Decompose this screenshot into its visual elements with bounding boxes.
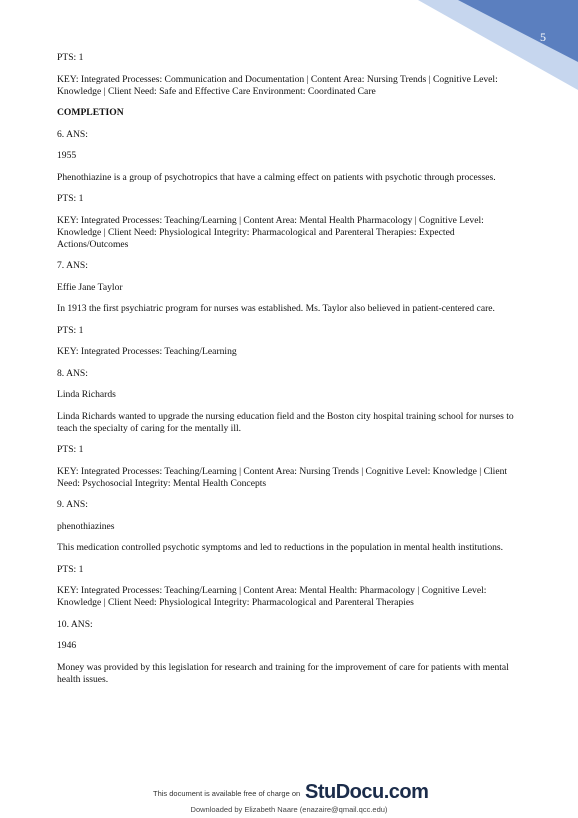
document-paragraph: PTS: 1 xyxy=(57,324,84,336)
document-paragraph: 7. ANS: xyxy=(57,260,88,271)
document-paragraph: 8. ANS: xyxy=(57,367,88,379)
document-paragraph: 10. ANS: xyxy=(57,618,93,630)
brand-suffix: .com xyxy=(383,781,429,803)
document-paragraph: Linda Richards xyxy=(57,389,116,400)
document-paragraph: KEY: Integrated Processes: Teaching/Learning | Content Area: Mental Health: Pharmacology | Cognitive Level: Knowledge | Client Need: Physiological Integrity: Pharmacological and Parenteral Therapies xyxy=(57,585,487,608)
section-heading: COMPLETION xyxy=(57,107,124,118)
document-paragraph: 9. ANS: xyxy=(57,499,88,510)
document-paragraph: PTS: 1 xyxy=(57,563,84,575)
document-paragraph: KEY: Integrated Processes: Teaching/Learning | Content Area: Nursing Trends | Cognitive Level: Knowledge | Client Need: Psychosocial Integrity: Mental Health Concepts xyxy=(57,465,508,489)
document-paragraph: This medication controlled psychotic symptoms and led to reductions in the population in mental health institutions. xyxy=(57,542,504,553)
document-paragraph: 1946 xyxy=(57,640,77,651)
document-paragraph: 6. ANS: xyxy=(57,128,88,140)
document-paragraph: 1955 xyxy=(57,150,77,161)
document-paragraph: Phenothiazine is a group of psychotropics that have a calming effect on patients with psychotic through processes. xyxy=(57,171,496,183)
page-footer xyxy=(0,780,578,818)
document-paragraph: KEY: Integrated Processes: Communication and Documentation | Content Area: Nursing Trends | Cognitive Level: Knowledge | Client Need: Safe and Effective Care Environment: Coordinated Care xyxy=(57,73,498,97)
document-paragraph: In 1913 the first psychiatric program for nurses was established. Ms. Taylor also believed in patient-centered care. xyxy=(57,303,495,314)
page-number: 5 xyxy=(540,30,546,44)
document-paragraph: PTS: 1 xyxy=(57,444,84,455)
document-paragraph: phenothiazines xyxy=(57,520,115,532)
document-paragraph: PTS: 1 xyxy=(57,193,84,204)
document-paragraph: KEY: Integrated Processes: Teaching/Learning xyxy=(57,346,237,357)
availability-notice: This document is available free of charge on xyxy=(153,789,301,798)
document-paragraph: KEY: Integrated Processes: Teaching/Learning | Content Area: Mental Health Pharmacology | Cognitive Level: Knowledge | Client Need: Physiological Integrity: Pharmacological and Parenteral Therapies: Expected Actions/Outcomes xyxy=(57,214,484,250)
document-paragraph: Linda Richards wanted to upgrade the nursing education field and the Boston city hospital training school for nurses to teach the specialty of caring for the mentally ill. xyxy=(57,410,514,434)
studocu-logo[interactable] xyxy=(305,781,428,804)
downloaded-by-notice: Downloaded by Elizabeth Naare (enazaire@qmail.qcc.edu) xyxy=(190,805,388,814)
document-body xyxy=(57,52,525,695)
document-paragraph: PTS: 1 xyxy=(57,52,84,63)
document-paragraph: Effie Jane Taylor xyxy=(57,281,123,293)
document-paragraph: Money was provided by this legislation for research and training for the improvement of care for patients with mental health issues. xyxy=(57,661,509,685)
brand-name: StuDocu xyxy=(305,781,384,803)
